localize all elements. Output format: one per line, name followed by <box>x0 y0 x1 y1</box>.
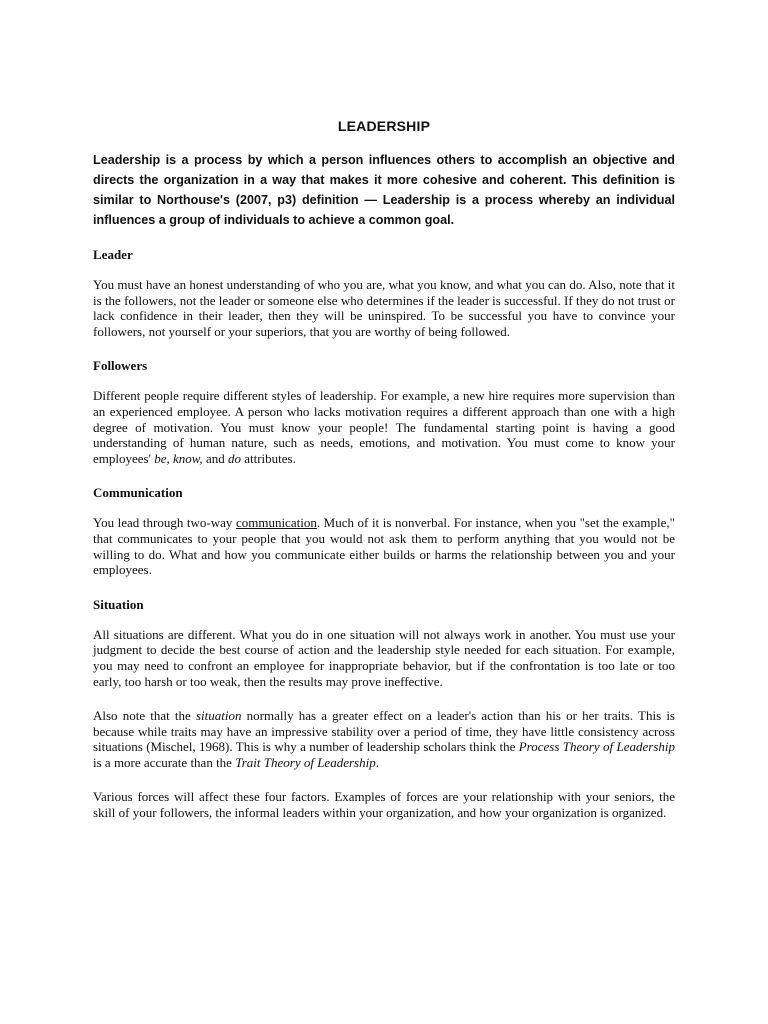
section-heading-situation: Situation <box>93 596 144 612</box>
communication-text-end: . Much of it is nonverbal. For instance, when you "set the example," that communicates to your people that you would not ask them to perform anything that you would not be willing to do. What and how you communicate either builds or harms the relationship between you and your employees. <box>93 515 675 578</box>
situation-paragraph-1: All situations are different. What you do in one situation will not always work in another. You must use your judgment to decide the best course of action and the leadership style needed for each situation. For example, you may need to confront an employee for inappropriate behavior, but if the confrontation is too late or too early, too harsh or too weak, then the results may prove ineffective. <box>93 626 675 689</box>
situation-paragraph-2 <box>93 708 675 770</box>
communication-link[interactable]: communication <box>235 515 317 531</box>
section-heading-leader: Leader <box>93 247 133 262</box>
followers-and: and <box>202 450 228 466</box>
situation-italic: situation <box>195 708 242 724</box>
section-heading-communication: Communication <box>93 485 183 501</box>
situation-p2-mid: normally has a greater effect on a leader's action than his or her traits. This is because while traits may have an impressive stability over a period of time, they have little consistency across situations (Mischel, 1968). This is why a number of leadership scholars think the <box>93 708 675 755</box>
intro-paragraph: Leadership is a process by which a person influences others to accomplish an objective and directs the organization in a way that makes it more cohesive and coherent. This definition is similar to Northouse's (2007, p3) definition — Leadership is a process whereby an individual influences a group of individuals to achieve a common goal. <box>93 153 675 227</box>
followers-italic-do: do <box>227 450 241 466</box>
situation-paragraph-3: Various forces will affect these four factors. Examples of forces are your relationship with your seniors, the skill of your followers, the informal leaders within your organization, and how your organization is organized. <box>93 789 675 821</box>
situation-p2-mid2: is a more accurate than the <box>93 754 236 770</box>
communication-paragraph <box>93 515 675 577</box>
process-theory-italic: Process Theory of Leadership <box>518 739 675 755</box>
followers-text: Different people require different styles of leadership. For example, a new hire requires more supervision than an experienced employee. A person who lacks motivation requires a different approach than one with a high degree of motivation. You must know your people! The fundamental starting point is having a good understanding of human nature, such as needs, emotions, and motivation. You must come to know your employees' <box>93 388 675 466</box>
followers-paragraph <box>93 388 675 466</box>
document-page <box>93 118 675 840</box>
followers-italic-terms: be, know, <box>154 450 203 466</box>
section-heading-followers: Followers <box>93 358 148 374</box>
situation-p2-end: . <box>375 754 379 770</box>
followers-text-end: attributes. <box>240 450 296 466</box>
trait-theory-italic: Trait Theory of Leadership <box>235 754 376 770</box>
document-title: LEADERSHIP <box>337 118 431 134</box>
leader-paragraph: You must have an honest understanding of who you are, what you know, and what you can do. Also, note that it is the followers, not the leader or someone else who determines if the leader is successful. If they do not trust or lack confidence in their leader, then they will be uninspired. To be successful you have to convince your followers, not yourself or your superiors, that you are worthy of being followed. <box>93 277 675 339</box>
communication-text: You lead through two-way <box>93 515 236 531</box>
situation-p2-text: Also note that the <box>93 708 196 724</box>
